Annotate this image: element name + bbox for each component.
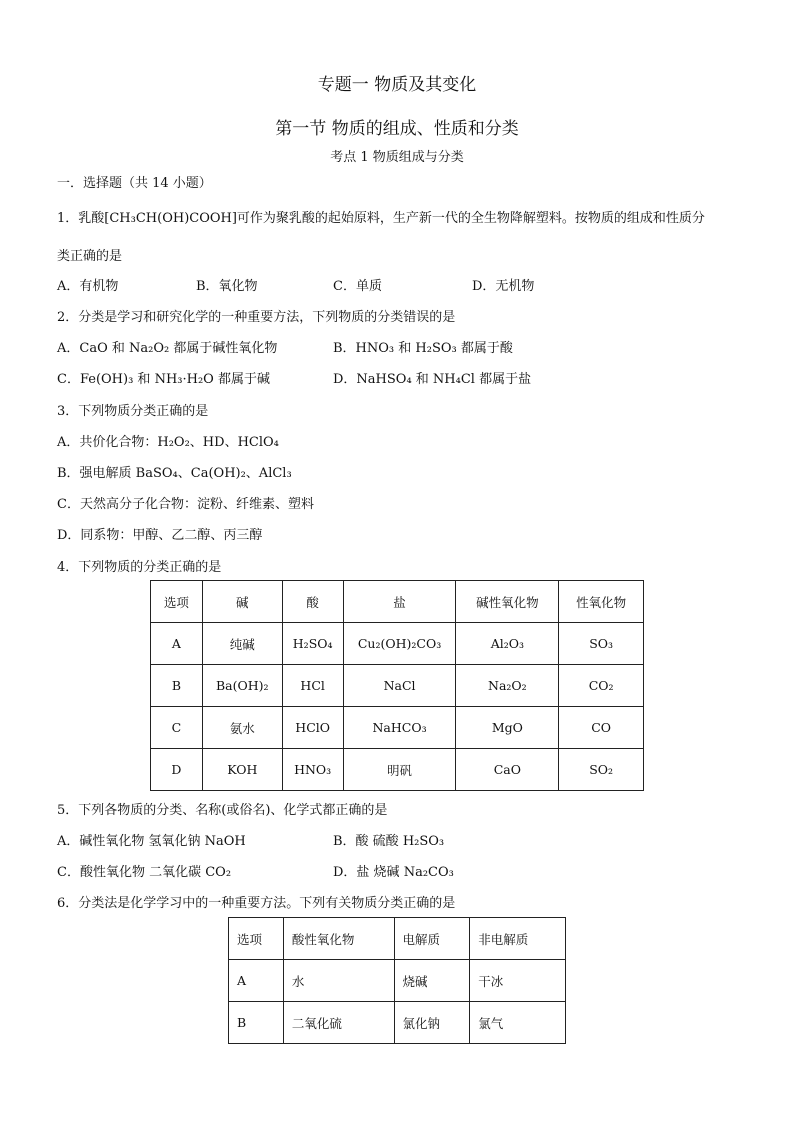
q4-cell: MgO <box>456 707 559 749</box>
q3-option-b: B．强电解质 BaSO₄、Ca(OH)₂、AlCl₃ <box>57 466 292 481</box>
q6-header-cell: 非电解质 <box>470 918 566 960</box>
q4-table-row <box>151 707 644 749</box>
q4-cell: CO <box>559 707 644 749</box>
q6-table-row <box>229 960 566 1002</box>
q4-cell: HNO₃ <box>282 749 343 791</box>
q3-stem: 3．下列物质分类正确的是 <box>57 404 209 419</box>
q1-option-c: C．单质 <box>333 279 382 294</box>
q2-option-a: A．CaO 和 Na₂O₂ 都属于碱性氧化物 <box>57 341 278 356</box>
part-heading: 一．选择题（共 14 小题） <box>57 176 212 191</box>
q1-stem-line2: 类正确的是 <box>57 249 123 264</box>
q6-cell: 干冰 <box>470 960 566 1002</box>
q6-cell: A <box>229 960 284 1002</box>
point-title: 考点 1 物质组成与分类 <box>330 150 464 165</box>
q4-cell: NaHCO₃ <box>343 707 456 749</box>
q4-header-cell: 酸 <box>282 581 343 623</box>
q4-header-cell: 选项 <box>151 581 203 623</box>
q4-header-cell: 碱 <box>202 581 282 623</box>
q2-stem: 2．分类是学习和研究化学的一种重要方法，下列物质的分类错误的是 <box>57 310 456 325</box>
q4-cell: SO₃ <box>559 623 644 665</box>
q4-cell: H₂SO₄ <box>282 623 343 665</box>
q4-cell: Na₂O₂ <box>456 665 559 707</box>
q6-table-row <box>229 1002 566 1044</box>
q5-option-d: D．盐 烧碱 Na₂CO₃ <box>333 865 454 880</box>
q6-header-cell: 选项 <box>229 918 284 960</box>
q6-stem: 6．分类法是化学学习中的一种重要方法。下列有关物质分类正确的是 <box>57 896 456 911</box>
q4-cell: B <box>151 665 203 707</box>
q3-option-d: D．同系物：甲醇、乙二醇、丙三醇 <box>57 528 263 543</box>
q4-cell: HCl <box>282 665 343 707</box>
q4-table <box>150 580 644 791</box>
q4-table-row <box>151 623 644 665</box>
q4-table-row <box>151 749 644 791</box>
q4-header-cell: 盐 <box>343 581 456 623</box>
q5-option-a: A．碱性氧化物 氢氧化钠 NaOH <box>57 834 246 849</box>
q6-header-cell: 酸性氧化物 <box>283 918 394 960</box>
q6-header-cell: 电解质 <box>394 918 470 960</box>
q4-cell: CaO <box>456 749 559 791</box>
q6-cell: 水 <box>283 960 394 1002</box>
q4-cell: CO₂ <box>559 665 644 707</box>
q1-option-d: D．无机物 <box>472 279 535 294</box>
q4-cell: HClO <box>282 707 343 749</box>
q6-header-row <box>229 918 566 960</box>
q6-cell: 氯气 <box>470 1002 566 1044</box>
q6-table <box>228 917 566 1044</box>
q3-option-c: C．天然高分子化合物：淀粉、纤维素、塑料 <box>57 497 314 512</box>
q6-cell: 氯化钠 <box>394 1002 470 1044</box>
q4-cell: Al₂O₃ <box>456 623 559 665</box>
q2-option-b: B．HNO₃ 和 H₂SO₃ 都属于酸 <box>333 341 513 356</box>
q4-cell: NaCl <box>343 665 456 707</box>
q6-cell: 二氧化硫 <box>283 1002 394 1044</box>
q4-cell: 纯碱 <box>202 623 282 665</box>
q4-cell: Ba(OH)₂ <box>202 665 282 707</box>
q4-header-cell: 性氧化物 <box>559 581 644 623</box>
q4-stem: 4．下列物质的分类正确的是 <box>57 560 222 575</box>
q1-option-b: B．氧化物 <box>196 279 258 294</box>
section-title: 第一节 物质的组成、性质和分类 <box>275 119 519 139</box>
page-title: 专题一 物质及其变化 <box>317 75 477 95</box>
q6-cell: B <box>229 1002 284 1044</box>
q4-cell: 明矾 <box>343 749 456 791</box>
q2-option-d: D．NaHSO₄ 和 NH₄Cl 都属于盐 <box>333 372 532 387</box>
q5-option-c: C．酸性氧化物 二氧化碳 CO₂ <box>57 865 232 880</box>
q4-table-row <box>151 665 644 707</box>
q4-header-row <box>151 581 644 623</box>
q4-cell: SO₂ <box>559 749 644 791</box>
q1-stem-line1: 1．乳酸[CH₃CH(OH)COOH]可作为聚乳酸的起始原料，生产新一代的全生物降解塑料。按物质的组成和性质分 <box>57 211 705 226</box>
q2-option-c: C．Fe(OH)₃ 和 NH₃·H₂O 都属于碱 <box>57 372 270 387</box>
q1-option-a: A．有机物 <box>57 279 119 294</box>
q4-header-cell: 碱性氧化物 <box>456 581 559 623</box>
q4-cell: A <box>151 623 203 665</box>
q4-cell: C <box>151 707 203 749</box>
q5-option-b: B．酸 硫酸 H₂SO₃ <box>333 834 445 849</box>
q6-cell: 烧碱 <box>394 960 470 1002</box>
q5-stem: 5．下列各物质的分类、名称(或俗名)、化学式都正确的是 <box>57 803 388 818</box>
q4-cell: D <box>151 749 203 791</box>
q3-option-a: A．共价化合物：H₂O₂、HD、HClO₄ <box>57 435 279 450</box>
q4-cell: KOH <box>202 749 282 791</box>
q4-cell: 氨水 <box>202 707 282 749</box>
q4-cell: Cu₂(OH)₂CO₃ <box>343 623 456 665</box>
